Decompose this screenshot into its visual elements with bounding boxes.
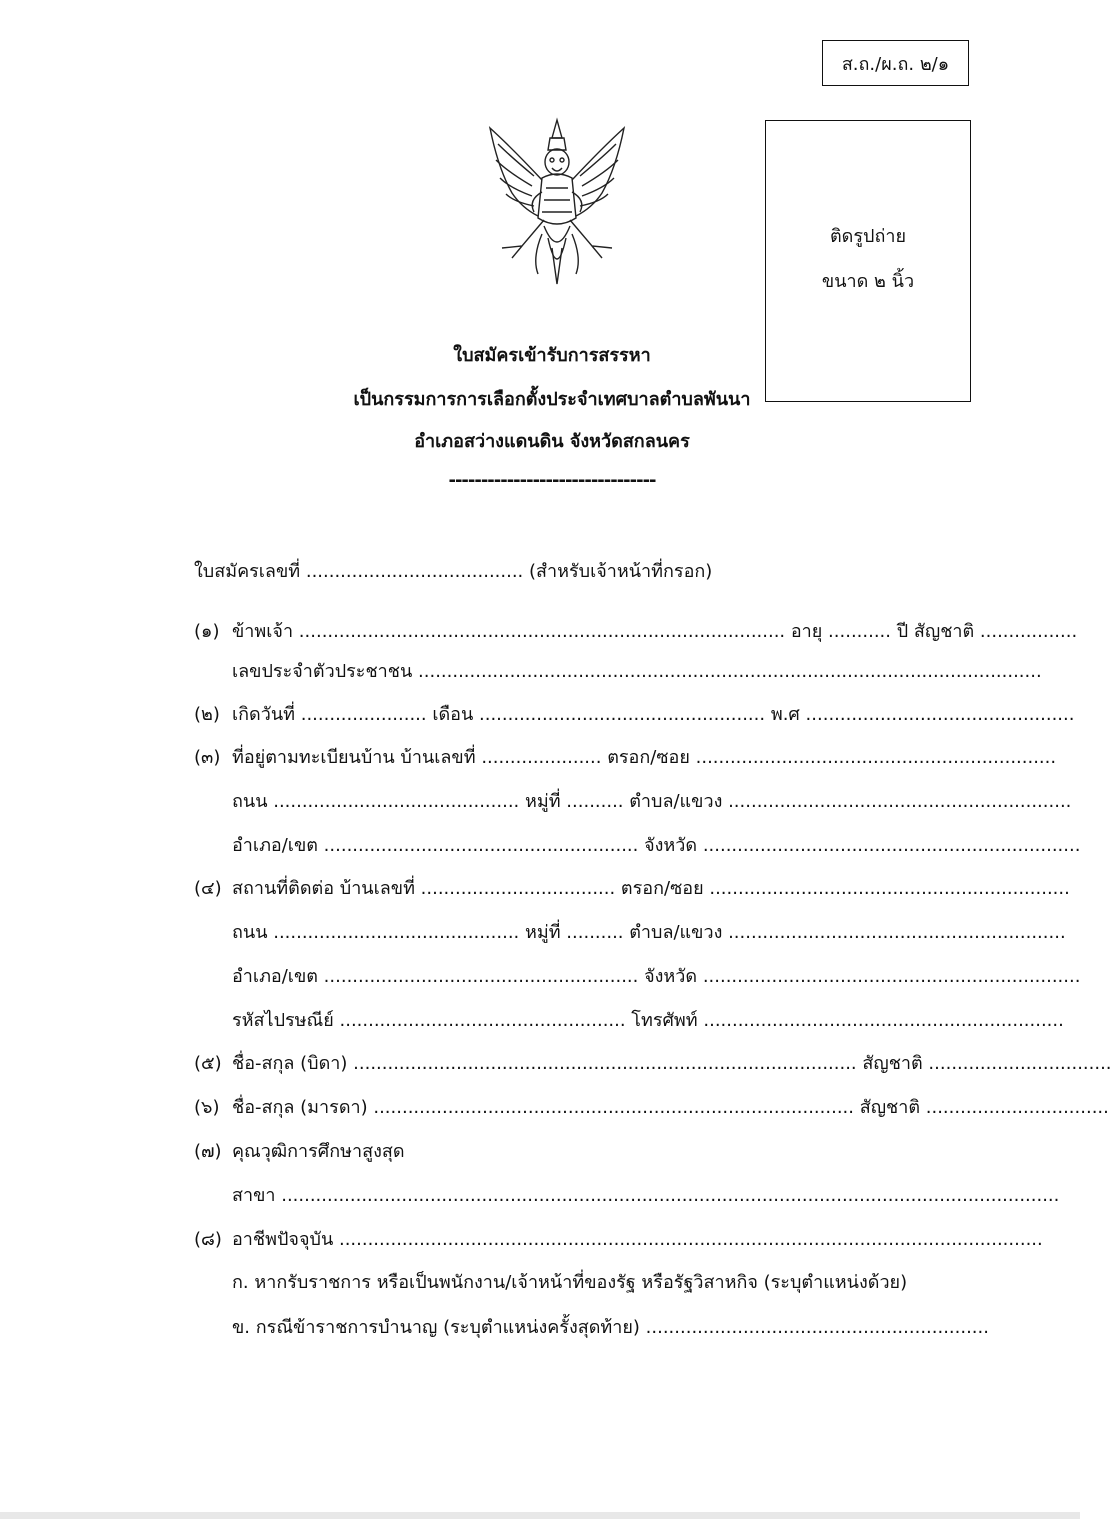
form-item-row bbox=[194, 660, 1042, 684]
item-text: ถนน ........................................... หมู่ที่ .......... ตำบล/แขวง ............................................................ bbox=[232, 791, 1072, 812]
item-number: (๖) bbox=[194, 1097, 220, 1118]
form-item-row bbox=[194, 1096, 1109, 1120]
form-item-row bbox=[194, 1052, 1112, 1076]
title-line-1: ใบสมัครเข้ารับการสรรหา bbox=[453, 345, 651, 366]
item-number: (๒) bbox=[194, 704, 220, 725]
form-item-row bbox=[194, 965, 1081, 989]
form-code-box bbox=[822, 40, 969, 86]
form-item-row bbox=[194, 703, 1075, 727]
item-text: ก. หากรับราชการ หรือเป็นพนักงาน/เจ้าหน้าที่ของรัฐ หรือรัฐวิสาหกิจ (ระบุตำแหน่งด้วย) bbox=[232, 1272, 908, 1293]
title-divider: -------------------------------- bbox=[448, 470, 656, 491]
item-text: คุณวุฒิการศึกษาสูงสุด bbox=[232, 1141, 405, 1162]
form-item-row bbox=[194, 877, 1070, 901]
application-number-field: ใบสมัครเลขที่ ...................................... (สำหรับเจ้าหน้าที่กรอก) bbox=[194, 561, 713, 582]
item-text: อำเภอ/เขต ....................................................... จังหวัด .................................................................. bbox=[232, 966, 1081, 987]
form-item-row bbox=[194, 1140, 978, 1164]
item-text: เลขประจำตัวประชาชน ............................................................................................................. bbox=[232, 661, 1042, 682]
item-number: (๗) bbox=[194, 1141, 222, 1162]
bottom-edge bbox=[0, 1512, 1080, 1519]
item-text: ชื่อ-สกุล (บิดา) ........................................................................................ สัญชาติ ................................ bbox=[232, 1053, 1112, 1074]
item-number: (๑) bbox=[194, 621, 220, 642]
item-text: รหัสไปรษณีย์ .................................................. โทรศัพท์ ............................................................... bbox=[232, 1010, 1064, 1031]
form-item-row bbox=[194, 790, 1072, 814]
title-line-3: อำเภอสว่างแดนดิน จังหวัดสกลนคร bbox=[414, 431, 690, 452]
form-item-row bbox=[194, 834, 1081, 858]
form-item-row bbox=[194, 1228, 1043, 1252]
form-item-row bbox=[194, 1184, 1060, 1208]
item-text: ถนน ........................................... หมู่ที่ .......... ตำบล/แขวง ........................................................... bbox=[232, 922, 1066, 943]
item-text: เกิดวันที่ ...................... เดือน .................................................. พ.ศ ............................................... bbox=[232, 704, 1075, 725]
photo-box bbox=[765, 120, 971, 402]
form-item-row bbox=[194, 1271, 978, 1295]
item-number: (๔) bbox=[194, 878, 222, 899]
form-item-row bbox=[194, 1316, 989, 1340]
photo-box-size: ขนาด ๒ นิ้ว bbox=[821, 271, 915, 292]
item-number: (๓) bbox=[194, 747, 221, 768]
form-code: ส.ถ./ผ.ถ. ๒/๑ bbox=[841, 53, 950, 75]
item-text: ชื่อ-สกุล (มารดา) .................................................................................... สัญชาติ ................................ bbox=[232, 1097, 1109, 1118]
item-number: (๕) bbox=[194, 1053, 222, 1074]
form-item-row bbox=[194, 1009, 1064, 1033]
form-item-row bbox=[194, 620, 1078, 644]
item-text: สาขา ........................................................................................................................................ bbox=[232, 1185, 1060, 1206]
item-text: อาชีพปัจจุบัน ........................................................................................................................... bbox=[232, 1229, 1043, 1250]
photo-box-label: ติดรูปถ่าย bbox=[829, 226, 907, 247]
item-text: สถานที่ติดต่อ บ้านเลขที่ .................................. ตรอก/ซอย ............................................................... bbox=[232, 878, 1070, 899]
item-number: (๘) bbox=[194, 1229, 222, 1250]
form-item-row bbox=[194, 746, 1057, 770]
item-text: ที่อยู่ตามทะเบียนบ้าน บ้านเลขที่ ..................... ตรอก/ซอย ............................................................... bbox=[232, 747, 1057, 768]
form-item-row bbox=[194, 921, 1066, 945]
item-text: ข. กรณีข้าราชการบำนาญ (ระบุตำแหน่งครั้งสุดท้าย) ............................................................ bbox=[232, 1317, 989, 1338]
garuda-emblem-icon bbox=[472, 108, 642, 288]
item-text: ข้าพเจ้า ..................................................................................... อายุ ........... ปี สัญชาติ ................. bbox=[232, 621, 1078, 642]
item-text: อำเภอ/เขต ....................................................... จังหวัด .................................................................. bbox=[232, 835, 1081, 856]
title-line-2: เป็นกรรมการการเลือกตั้งประจำเทศบาลตำบลพันนา bbox=[353, 389, 751, 410]
